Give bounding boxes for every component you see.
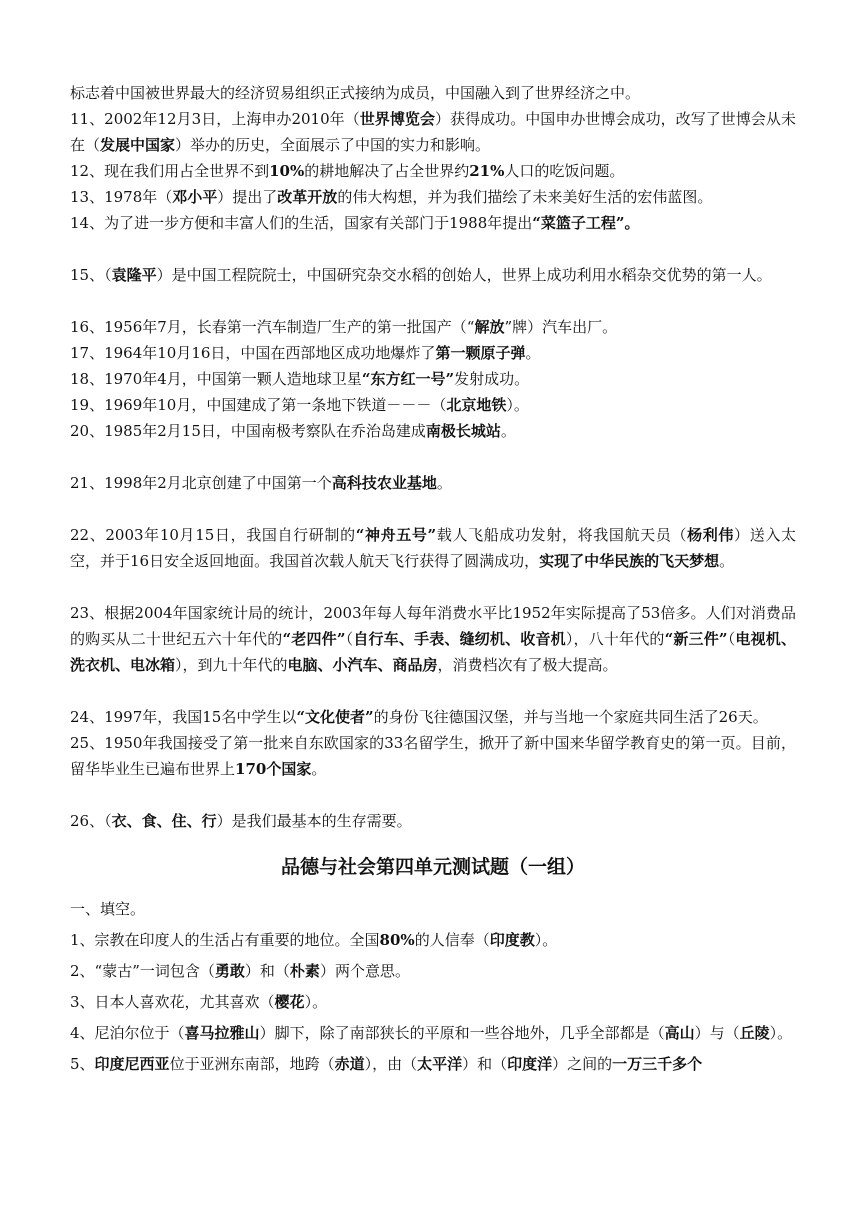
body-text: 3、日本人喜欢花，尤其喜欢（ — [70, 993, 275, 1011]
paragraph-q2 — [70, 956, 796, 987]
paragraph-q4 — [70, 1018, 796, 1049]
body-text: 14、为了进一步方便和丰富人们的生活，国家有关部门于1988年提出 — [70, 214, 533, 232]
answer-text: “神舟五号” — [355, 526, 437, 544]
answer-text: 实现了中华民族的飞天梦想 — [539, 552, 720, 570]
paragraph-item25 — [70, 730, 796, 782]
answer-text: 解放 — [474, 318, 505, 336]
paragraph-spacer — [70, 496, 796, 522]
body-text: ）举办的历史，全面展示了中国的实力和影响。 — [175, 136, 491, 154]
answer-text: 第一颗原子弹 — [435, 344, 526, 362]
answer-text: 自行车、手表、缝纫机、收音机 — [353, 630, 566, 648]
paragraph-item18 — [70, 366, 796, 392]
body-text: 。 — [311, 760, 327, 778]
body-text: 20、1985年2月15日，中国南极考察队在乔治岛建成 — [70, 422, 426, 440]
answer-text: 电视机、洗衣机、电冰箱 — [70, 630, 796, 674]
body-text: ）提出了 — [217, 188, 278, 206]
body-text: 13、1978年（ — [70, 188, 173, 206]
answer-text: 高科技农业基地 — [331, 474, 437, 492]
answer-text: 北京地铁 — [446, 396, 507, 414]
answer-text: 赤道 — [334, 1055, 365, 1073]
body-text: （ — [345, 630, 354, 648]
answer-text: 80% — [379, 931, 415, 949]
body-text: 24、1997年，我国15名中学生以 — [70, 708, 297, 726]
body-text: 。 — [500, 422, 516, 440]
body-text: 19、1969年10月，中国建成了第一条地下铁道－－－（ — [70, 396, 447, 414]
body-text: 人口的吃饭问题。 — [504, 162, 625, 180]
paragraph-item23 — [70, 600, 796, 678]
paragraph-item20 — [70, 418, 796, 444]
body-text: 17、1964年10月16日，中国在西部地区成功地爆炸了 — [70, 344, 436, 362]
paragraph-q3 — [70, 987, 796, 1018]
body-text: 一、填空。 — [70, 900, 146, 918]
paragraph-q5 — [70, 1049, 796, 1080]
paragraph-spacer — [70, 574, 796, 600]
paragraph-intro — [70, 80, 796, 106]
body-text: ）和（ — [244, 962, 290, 980]
body-text: ）与（ — [694, 1024, 740, 1042]
body-text: 。 — [525, 344, 541, 362]
body-text: 的耕地解决了占全世界约 — [304, 162, 470, 180]
body-text: 18、1970年4月，中国第一颗人造地球卫星 — [70, 370, 362, 388]
body-text: ）是我们最基本的生存需要。 — [216, 812, 412, 830]
answer-text: 丘陵 — [739, 1024, 770, 1042]
body-text: 1、宗教在印度人的生活占有重要的地位。全国 — [70, 931, 380, 949]
paragraph-item19 — [70, 392, 796, 418]
answer-text: 电脑、小汽车、商品房 — [287, 656, 438, 674]
paragraph-q-head — [70, 894, 796, 925]
paragraph-item17 — [70, 340, 796, 366]
answer-text: 发展中国家 — [100, 136, 176, 154]
document-page — [70, 80, 796, 1080]
answer-text: 一万三千多个 — [612, 1055, 703, 1073]
answer-text: 喜马拉雅山 — [184, 1024, 260, 1042]
history-facts-list — [70, 80, 796, 834]
body-text: 5、 — [70, 1055, 95, 1073]
answer-text: 印度洋 — [507, 1055, 553, 1073]
body-text: 位于亚洲东南部，地跨（ — [169, 1055, 335, 1073]
body-text: 。 — [436, 474, 452, 492]
paragraph-item14 — [70, 210, 796, 236]
body-text: ）和（ — [462, 1055, 508, 1073]
body-text: ）。 — [506, 396, 529, 414]
answer-text: 勇敢 — [214, 962, 245, 980]
answer-text: “文化使者” — [296, 708, 374, 726]
answer-text: 袁隆平 — [111, 266, 157, 284]
body-text: ）。 — [769, 1024, 793, 1042]
body-text: 11、2002年12月3日，上海申办2010年（ — [70, 110, 360, 128]
body-text: ）送入太空，并于16日安全返回地面。我国首次载人航天飞行获得了圆满成功， — [70, 526, 796, 570]
body-text: ），八十年代的 — [565, 630, 665, 648]
answer-text: 改革开放 — [277, 188, 338, 206]
body-text: 。 — [719, 552, 735, 570]
answer-text: 邓小平 — [172, 188, 218, 206]
answer-text: “新三件” — [664, 630, 728, 648]
body-text: 25、1950年我国接受了第一批来自东欧国家的33名留学生，掀开了新中国来华留学教育史的第一页。目前，留华毕业生已遍布世界上 — [70, 734, 796, 778]
paragraph-item13 — [70, 184, 796, 210]
answer-text: “老四件” — [282, 630, 346, 648]
answer-text: 世界博览会 — [359, 110, 435, 128]
answer-text: “东方红一号” — [361, 370, 455, 388]
body-text: 21、1998年2月北京创建了中国第一个 — [70, 474, 332, 492]
body-text: 23、根据2004年国家统计局的统计，2003年每人每年消费水平比1952年实际提高了53倍多。人们对消费品的购买从二十世纪五六十年代的 — [70, 604, 796, 648]
body-text: ），到九十年代的 — [175, 656, 288, 674]
answer-text: 南极长城站 — [425, 422, 501, 440]
answer-text: 高山 — [664, 1024, 695, 1042]
answer-text: 衣、食、住、行 — [111, 812, 217, 830]
paragraph-q1 — [70, 925, 796, 956]
body-text: （ — [727, 630, 736, 648]
body-text: 4、尼泊尔位于（ — [70, 1024, 185, 1042]
body-text: ，消费档次有了极大提高。 — [437, 656, 618, 674]
answer-text: 印度教 — [489, 931, 535, 949]
body-text: ）获得成功。中国申办世博会成功，改写了世博会从未在（ — [70, 110, 796, 154]
paragraph-item26 — [70, 808, 796, 834]
body-text: ）两个意思。 — [319, 962, 410, 980]
body-text: 标志着中国被世界最大的经济贸易组织正式接纳为成员，中国融入到了世界经济之中。 — [70, 84, 641, 102]
answer-text: 印度尼西亚 — [94, 1055, 170, 1073]
body-text: 载人飞船成功发射，将我国航天员（ — [436, 526, 688, 544]
answer-text: 10% — [269, 162, 305, 180]
quiz-questions-list — [70, 894, 796, 1080]
body-text: 的身份飞往德国汉堡，并与当地一个家庭共同生活了26天。 — [373, 708, 768, 726]
body-text: ）之间的 — [552, 1055, 613, 1073]
body-text: ）脚下，除了南部狭长的平原和一些谷地外，几乎全部都是（ — [259, 1024, 665, 1042]
body-text: ）是中国工程院院士，中国研究杂交水稻的创始人，世界上成功利用水稻杂交优势的第一人。 — [156, 266, 772, 284]
paragraph-item22 — [70, 522, 796, 574]
body-text: ”牌）汽车出厂。 — [504, 318, 618, 336]
paragraph-item16 — [70, 314, 796, 340]
body-text: 16、1956年7月，长春第一汽车制造厂生产的第一批国产（“ — [70, 318, 475, 336]
paragraph-item21 — [70, 470, 796, 496]
body-text: 12、现在我们用占全世界不到 — [70, 162, 270, 180]
answer-text: 朴素 — [289, 962, 320, 980]
paragraph-item24 — [70, 704, 796, 730]
paragraph-spacer — [70, 782, 796, 808]
body-text: 2、“蒙古”一词包含（ — [70, 962, 215, 980]
body-text: 26、（ — [70, 812, 112, 830]
paragraph-spacer — [70, 678, 796, 704]
paragraph-item15 — [70, 262, 796, 288]
body-text: ）。 — [304, 993, 328, 1011]
answer-text: “菜篮子工程”。 — [532, 214, 640, 232]
paragraph-item11 — [70, 106, 796, 158]
answer-text: 杨利伟 — [687, 526, 735, 544]
answer-text: 21% — [469, 162, 505, 180]
body-text: 的人信奉（ — [414, 931, 490, 949]
body-text: 15、（ — [70, 266, 112, 284]
answer-text: 170个国家 — [235, 760, 312, 778]
paragraph-spacer — [70, 288, 796, 314]
body-text: ）。 — [534, 931, 558, 949]
body-text: 的伟大构想，并为我们描绘了未来美好生活的宏伟蓝图。 — [337, 188, 713, 206]
paragraph-item12 — [70, 158, 796, 184]
paragraph-spacer — [70, 444, 796, 470]
section-title: 品德与社会第四单元测试题（一组） — [280, 856, 585, 878]
answer-text: 樱花 — [274, 993, 305, 1011]
paragraph-spacer — [70, 236, 796, 262]
body-text: 发射成功。 — [454, 370, 530, 388]
answer-text: 太平洋 — [417, 1055, 463, 1073]
body-text: 22、2003年10月15日，我国自行研制的 — [70, 526, 356, 544]
body-text: ），由（ — [364, 1055, 418, 1073]
